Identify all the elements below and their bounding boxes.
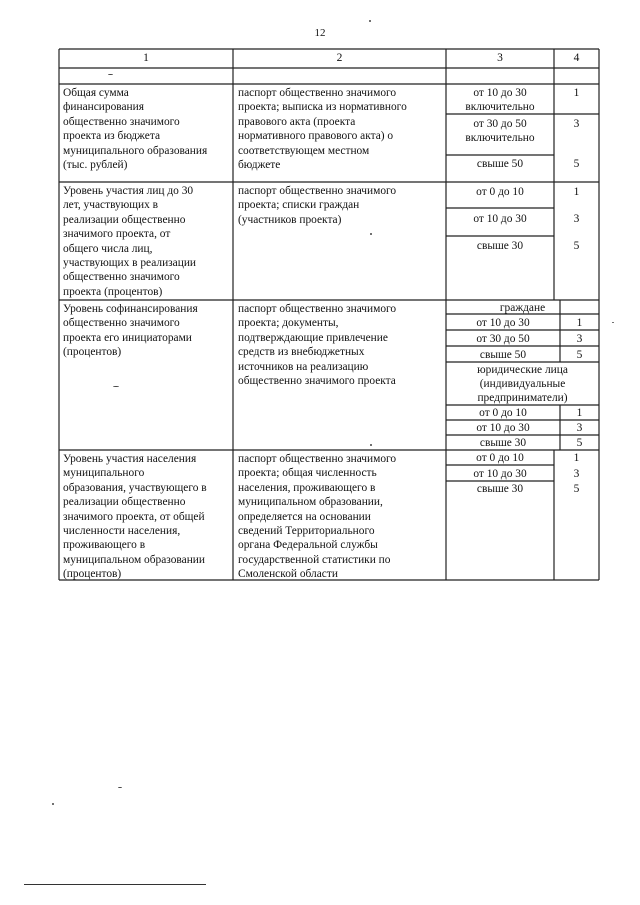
row1-score-2: 3 [573,118,580,130]
row3-citizens-range-1: от 10 до 30 [476,317,530,329]
row2-criterion: Уровень участия лиц до 30 лет, участвующих в реализации общественно значимого проекта, от общего числа лиц, участвующих в реализации общественно значимого проекта (процентов) [63,185,197,298]
scan-speck [52,803,54,805]
row4-score-1: 1 [573,452,580,464]
row4-source: паспорт общественно значимого проекта; общая численность населения, проживающего в муниципальном образовании, определяется на основании сведений Территориального органа Федеральной службы государственной статистики по Смоленской области [238,453,397,581]
row3-citizens-range-3: свыше 50 [479,349,527,361]
row3-group-legal-title: юридические лица (индивидуальные предприниматели) [477,364,568,404]
row2-source: паспорт общественно значимого проекта; списки граждан (участников проекта) [238,185,397,226]
scan-speck [370,444,372,446]
row2-score-3: 5 [573,240,580,252]
scan-speck [118,787,122,788]
scan-speck [113,386,119,387]
header-col-1: 1 [143,52,149,64]
page-number: 12 [314,27,326,39]
row4-range-2: от 10 до 30 [473,468,527,480]
row1-criterion: Общая сумма финансирования общественно значимого проекта из бюджета муниципального образования (тыс. рублей) [63,87,208,172]
row4-range-1: от 0 до 10 [476,452,524,464]
row2-range-1: от 0 до 10 [476,186,524,198]
scan-speck [369,20,371,22]
row1-range-3: свыше 50 [476,158,524,170]
row3-group-citizens-title: граждане [499,302,546,314]
row1-range-2: от 30 до 50 включительно [465,118,535,144]
row2-score-1: 1 [573,186,580,198]
row1-source: паспорт общественно значимого проекта; выписка из нормативного правового акта (проекта нормативного правового акта) о соответствующем местном бюджете [238,87,407,172]
row3-citizens-score-2: 3 [576,333,583,345]
scan-speck [108,74,113,75]
row4-score-3: 5 [573,483,580,495]
header-col-4: 4 [573,52,580,64]
row3-legal-score-3: 5 [576,437,583,449]
row3-citizens-score-1: 1 [576,317,583,329]
footnote-separator [24,884,206,885]
scan-speck [612,322,614,323]
header-col-3: 3 [497,52,503,64]
row3-citizens-score-3: 5 [576,349,583,361]
row2-score-2: 3 [573,213,580,225]
row1-score-3: 5 [573,158,580,170]
row1-score-1: 1 [573,87,580,99]
scan-speck [370,233,372,235]
row1-range-1: от 10 до 30 включительно [465,87,535,113]
row4-criterion: Уровень участия населения муниципального образования, участвующего в реализации общественно значимого проекта, от общей численности населения, проживающего в муниципальном образовании (процентов) [63,453,207,581]
row4-score-2: 3 [573,468,580,480]
row3-legal-range-1: от 0 до 10 [479,407,527,419]
row3-legal-score-1: 1 [576,407,583,419]
header-col-2: 2 [336,52,343,64]
row3-citizens-range-2: от 30 до 50 [476,333,530,345]
row4-range-3: свыше 30 [476,483,524,495]
row2-range-3: свыше 30 [476,240,524,252]
row2-range-2: от 10 до 30 [473,213,527,225]
row3-legal-score-2: 3 [576,422,583,434]
row3-source: паспорт общественно значимого проекта; документы, подтверждающие привлечение средств из внебюджетных источников на реализацию общественно значимого проекта [238,303,397,388]
row3-legal-range-2: от 10 до 30 [476,422,530,434]
row3-legal-range-3: свыше 30 [479,437,527,449]
row3-criterion: Уровень софинансирования общественно значимого проекта его инициаторами (процентов) [63,303,198,359]
